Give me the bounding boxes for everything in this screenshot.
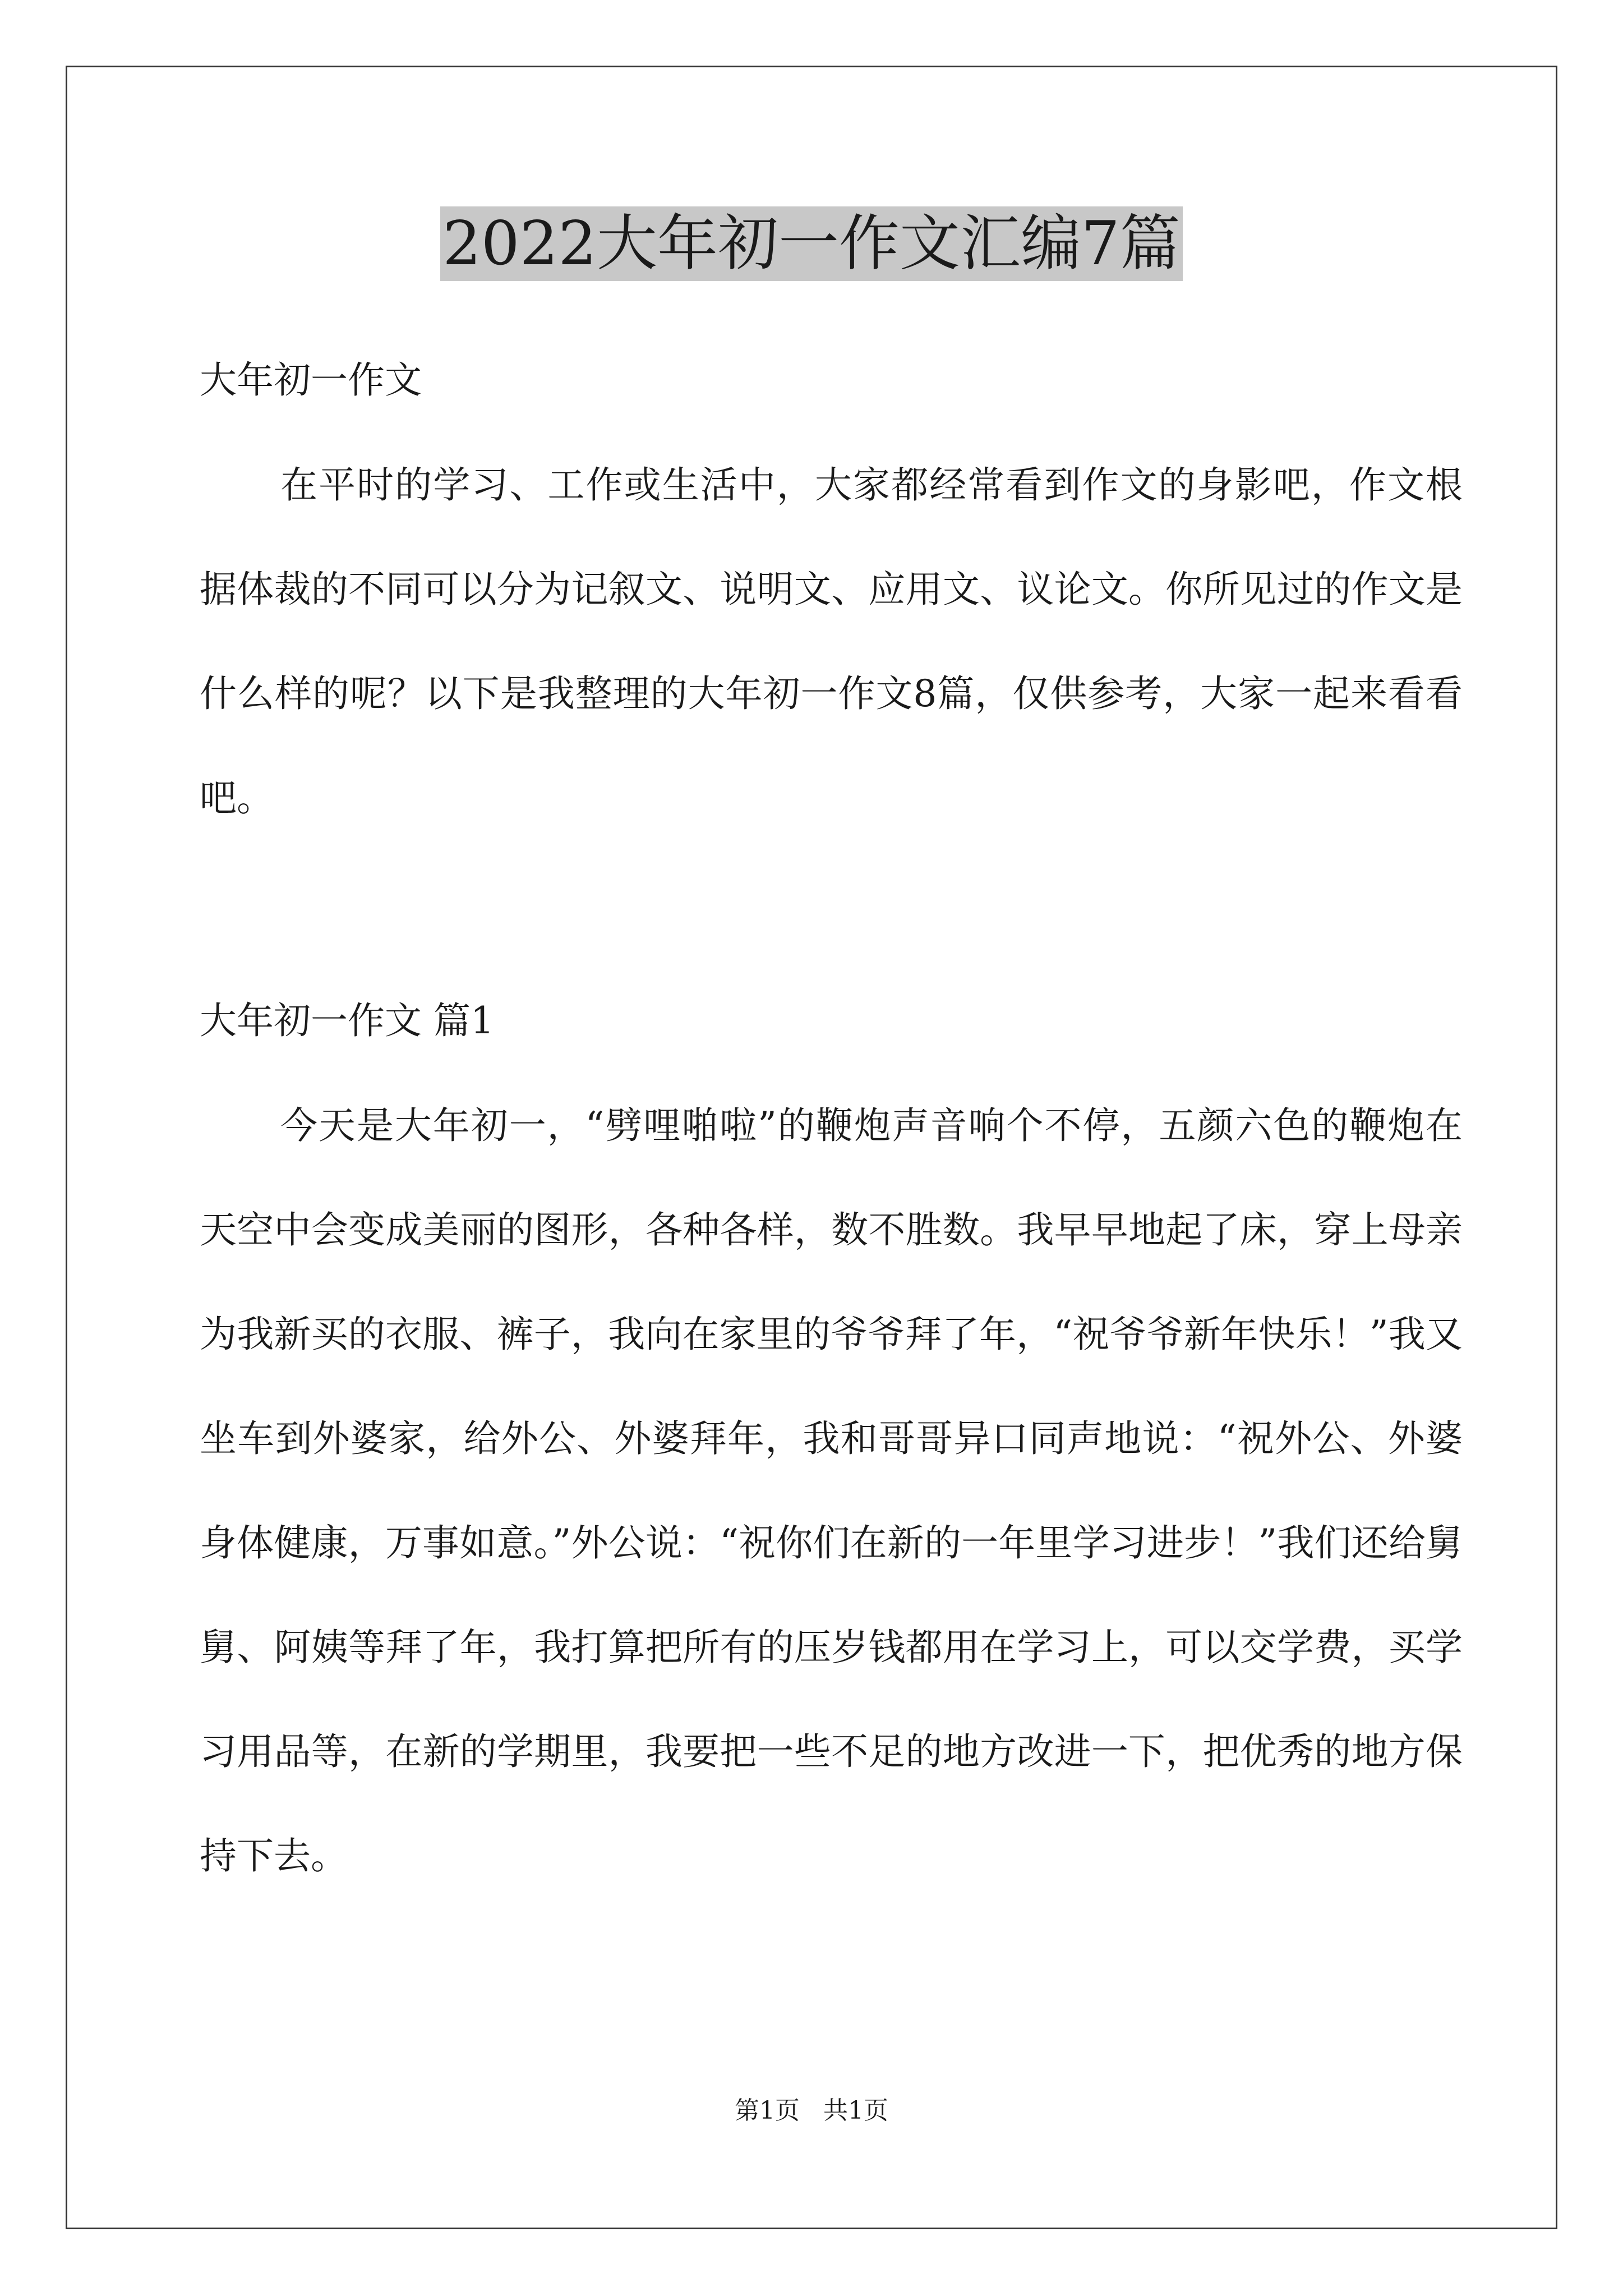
intro-paragraph: 在平时的学习、工作或生活中，大家都经常看到作文的身影吧，作文根据体裁的不同可以分为记叙文、说明文、应用文、议论文。你所见过的作文是什么样的呢？以下是我整理的大年初一作文8篇，仅供参考，大家一起来看看吧。 — [200, 463, 1463, 820]
page-footer: 第1页 共1页 — [735, 2096, 888, 2125]
intro-heading: 大年初一作文 — [200, 358, 422, 402]
section-paragraph-1: 今天是大年初一，“劈哩啪啦”的鞭炮声音响个不停，五颜六色的鞭炮在天空中会变成美丽的图形，各种各样，数不胜数。我早早地起了床，穿上母亲为我新买的衣服、裤子，我向在家里的爷爷拜了年，“祝爷爷新年快乐！”我又坐车到外婆家，给外公、外婆拜年，我和哥哥异口同声地说：“祝外公、外婆身体健康，万事如意。”外公说：“祝你们在新的一年里学习进步！”我们还给舅舅、阿姨等拜了年，我打算把所有的压岁钱都用在学习上，可以交学费，买学习用品等，在新的学期里，我要把一些不足的地方改进一下，把优秀的地方保持下去。 — [200, 1104, 1463, 1878]
document-title-text: 2022大年初一作文汇编7篇 — [440, 206, 1183, 281]
section-heading-1: 大年初一作文 篇1 — [200, 999, 494, 1042]
document-title — [0, 205, 1623, 283]
